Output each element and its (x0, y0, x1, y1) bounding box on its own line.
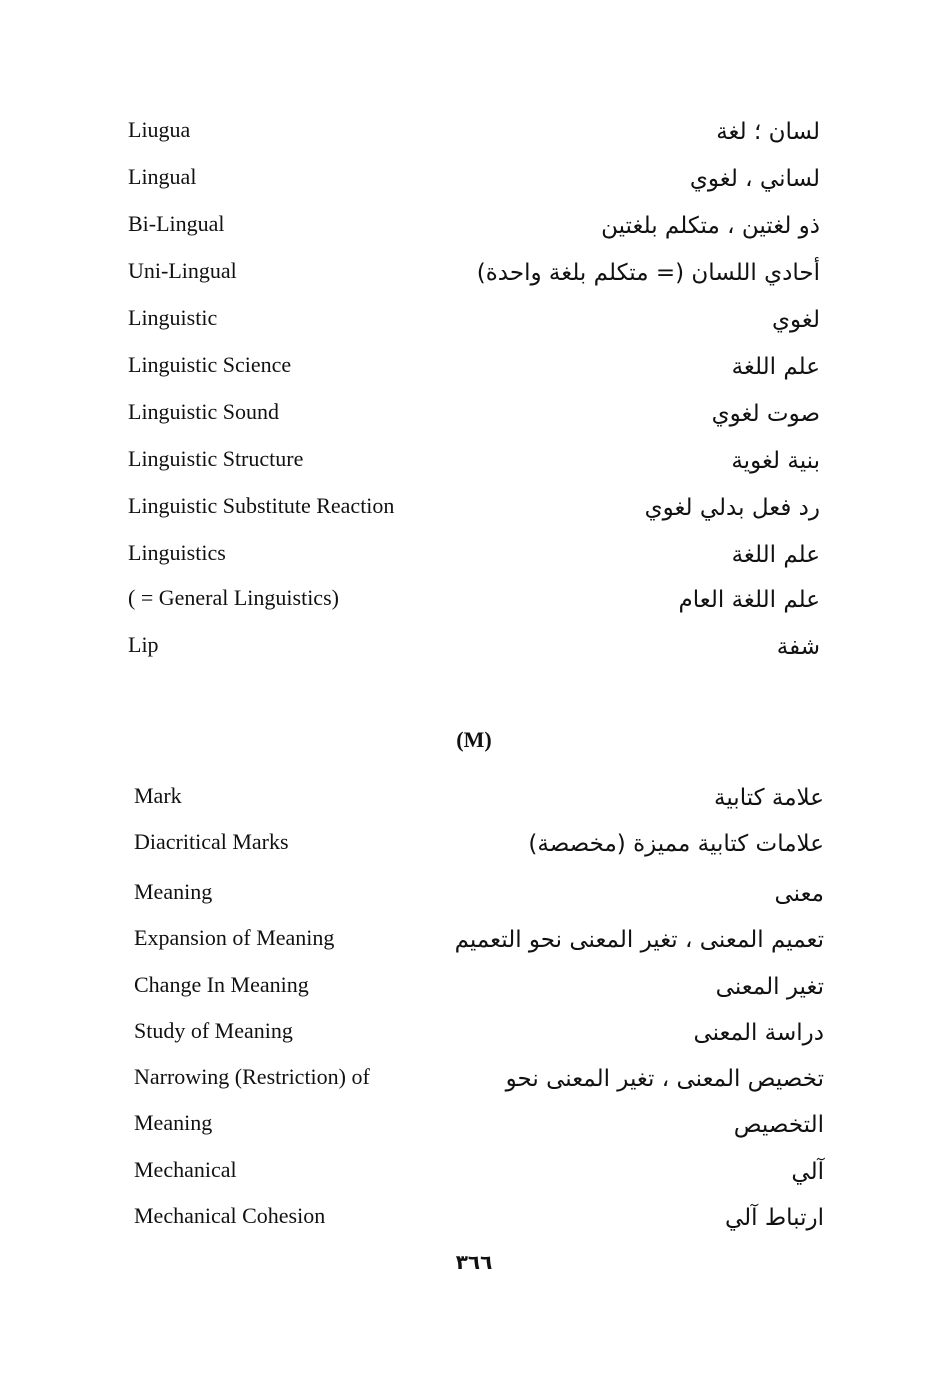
english-term: Diacritical Marks (134, 829, 289, 854)
english-term: Linguistic Sound (128, 399, 279, 424)
arabic-term: تعميم المعنى ، تغير المعنى نحو التعميم (454, 927, 824, 953)
glossary-entry (0, 210, 948, 250)
english-term: Liugua (128, 117, 191, 142)
glossary-entry (0, 116, 948, 156)
english-term: Mechanical (134, 1157, 237, 1182)
arabic-term: أحادي اللسان (= متكلم بلغة واحدة) (476, 260, 820, 286)
english-term: Bi-Lingual (128, 211, 225, 236)
glossary-entry (0, 1017, 948, 1057)
arabic-term: لساني ، لغوي (689, 166, 820, 192)
english-term: Mechanical Cohesion (134, 1203, 326, 1228)
arabic-term: لغوي (772, 307, 820, 333)
arabic-term: تغير المعنى (715, 974, 824, 1000)
arabic-term: آلي (791, 1159, 824, 1185)
glossary-entry (0, 1156, 948, 1196)
glossary-entry (0, 492, 948, 532)
english-term: Meaning (134, 879, 213, 904)
arabic-term: علم اللغة العام (678, 587, 820, 613)
english-term: Linguistic Structure (128, 446, 304, 471)
english-term: Lingual (128, 164, 197, 189)
glossary-entry (0, 878, 948, 918)
arabic-term: رد فعل بدلي لغوي (644, 495, 820, 521)
section-heading: (M) (456, 727, 492, 752)
glossary-entry (0, 828, 948, 868)
page-number: ٣٦٦ (455, 1250, 493, 1274)
english-term: Mark (134, 783, 182, 808)
english-term: Lip (128, 632, 159, 657)
english-term: Linguistic (128, 305, 218, 330)
arabic-term: دراسة المعنى (693, 1020, 824, 1046)
arabic-term: تخصيص المعنى ، تغير المعنى نحو (505, 1066, 824, 1092)
arabic-term: لسان ؛ لغة (716, 119, 820, 145)
english-term: Expansion of Meaning (134, 925, 335, 950)
arabic-term: صوت لغوي (711, 401, 820, 427)
glossary-entry (0, 163, 948, 203)
arabic-term: معنى (774, 881, 824, 907)
glossary-entry (0, 631, 948, 671)
english-term: Change In Meaning (134, 972, 309, 997)
glossary-entry (0, 924, 948, 964)
glossary-entry (0, 445, 948, 485)
glossary-entry (0, 782, 948, 822)
arabic-term: بنية لغوية (731, 448, 820, 474)
arabic-term: شفة (776, 634, 820, 660)
english-term: ( = General Linguistics) (128, 585, 339, 610)
english-term: Uni-Lingual (128, 258, 237, 283)
glossary-entry (0, 539, 948, 579)
english-term: Meaning (134, 1110, 213, 1135)
arabic-term: علم اللغة (731, 542, 820, 568)
english-term: Narrowing (Restriction) of (134, 1064, 370, 1089)
english-term: Study of Meaning (134, 1018, 293, 1043)
glossary-entry (0, 257, 948, 297)
english-term: Linguistic Substitute Reaction (128, 493, 395, 518)
glossary-entry (0, 1109, 948, 1149)
arabic-term: علامة كتابية (714, 785, 824, 811)
arabic-term: ذو لغتين ، متكلم بلغتين (601, 213, 820, 239)
english-term: Linguistics (128, 540, 226, 565)
arabic-term: علامات كتابية مميزة (مخصصة) (528, 831, 824, 857)
glossary-entry (0, 351, 948, 391)
glossary-entry (0, 971, 948, 1011)
glossary-entry (0, 1202, 948, 1242)
glossary-entry (0, 398, 948, 438)
glossary-entry (0, 1063, 948, 1103)
arabic-term: ارتباط آلي (725, 1205, 824, 1231)
arabic-term: التخصيص (733, 1112, 824, 1138)
english-term: Linguistic Science (128, 352, 292, 377)
arabic-term: علم اللغة (731, 354, 820, 380)
glossary-entry (0, 304, 948, 344)
glossary-entry (0, 584, 948, 624)
